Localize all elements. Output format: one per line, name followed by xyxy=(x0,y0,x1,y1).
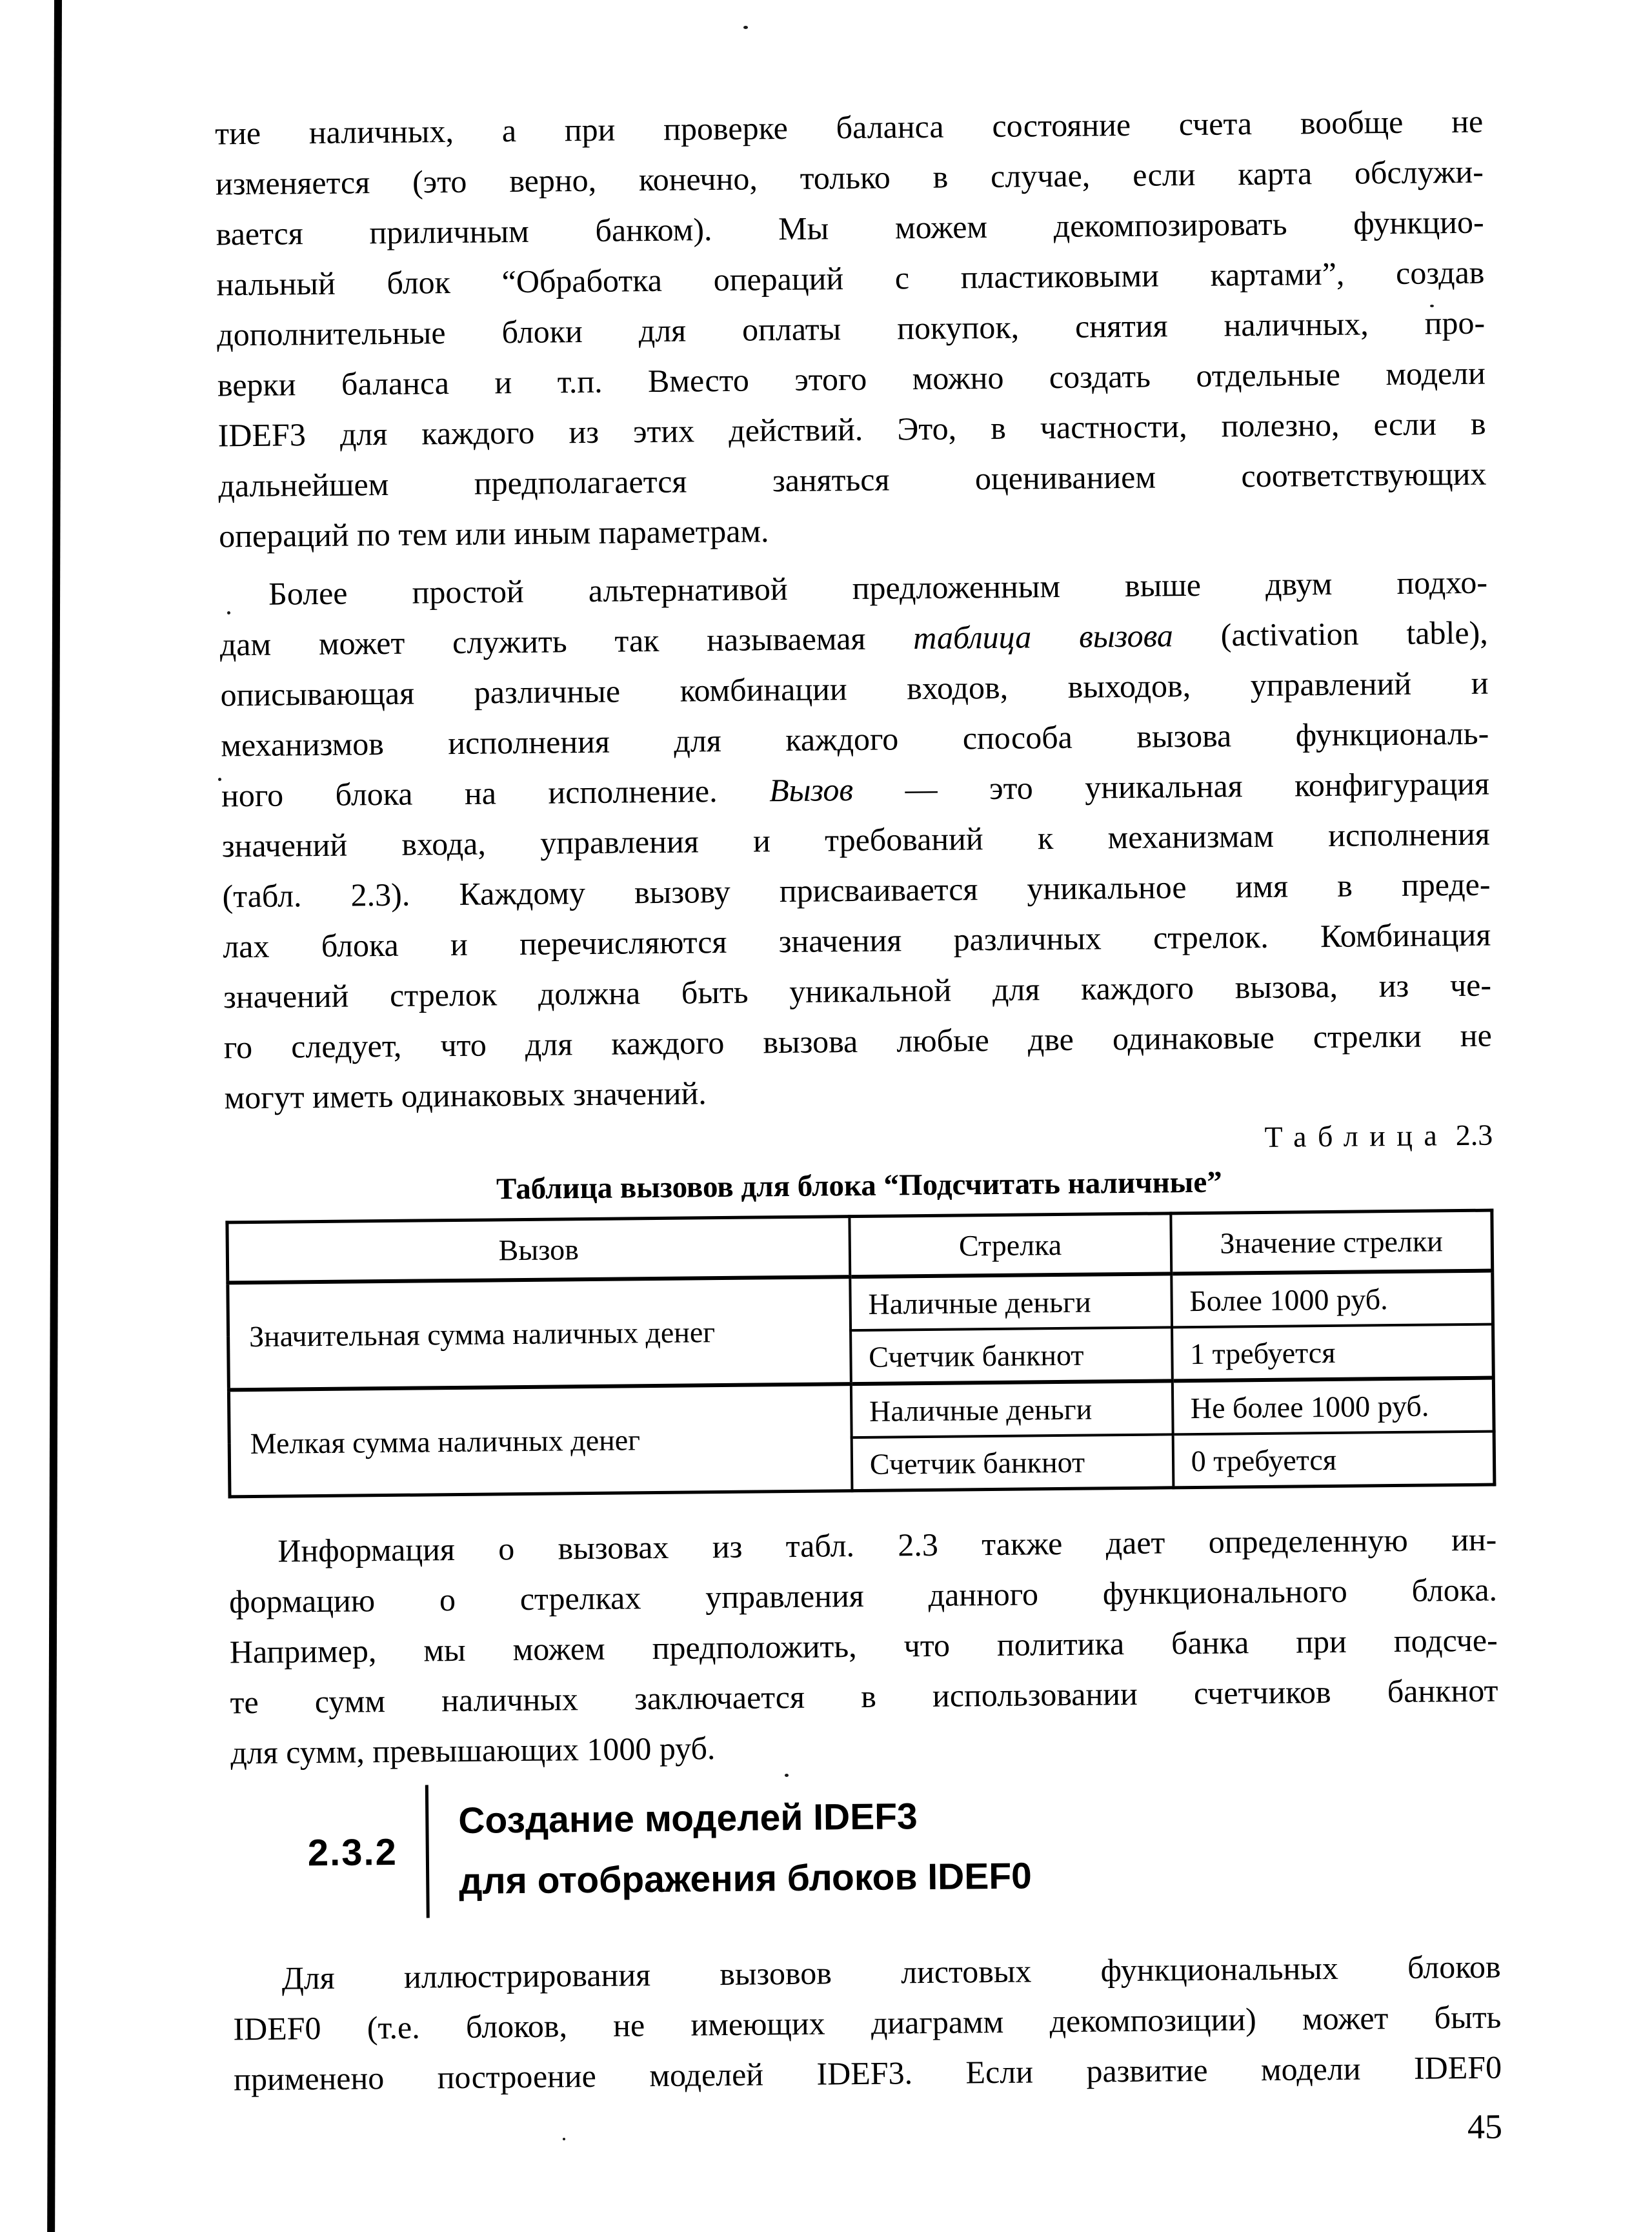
text-segment: го следует, что для каждого вызова любые две одинаковые стрелки не xyxy=(223,1017,1492,1066)
text-segment: ного блока на исполнение. xyxy=(221,772,770,814)
text-segment: могут иметь одинаковых значений. xyxy=(224,1075,707,1116)
text-segment: Например, мы можем предположить, что политика банка при подсче- xyxy=(229,1621,1498,1670)
table-label-number: 2.3 xyxy=(1455,1118,1493,1152)
arrow-cell: Счетчик банкнот xyxy=(851,1327,1173,1384)
paragraph-idef3-intro xyxy=(232,1941,1502,2104)
text-segment: (activation table), xyxy=(1173,614,1489,654)
text-segment: формацию о стрелках управления данного функционального блока. xyxy=(228,1571,1498,1620)
table-header-cell: Значение стрелки xyxy=(1171,1210,1493,1273)
text-segment: дам может служить так называемая xyxy=(219,620,914,663)
table-header-cell: Вызов xyxy=(227,1217,850,1283)
value-cell: Не более 1000 руб. xyxy=(1172,1378,1494,1435)
text-segment: значений входа, управления и требований к механизмам исполнения xyxy=(221,815,1490,864)
table-label-word: Таблица xyxy=(1264,1119,1449,1153)
binding-edge-artifact xyxy=(47,0,62,2232)
text-segment: изменяется (это верно, конечно, только в случае, если карта обслужи- xyxy=(215,153,1484,202)
text-segment: Для иллюстрирования вызовов листовых функциональных блоков xyxy=(281,1948,1501,1996)
scan-speck xyxy=(743,26,748,29)
text-segment: IDEF3 для каждого из этих действий. Это, в частности, полезно, если в xyxy=(217,405,1486,454)
text-segment: значений стрелок должна быть уникальной для каждого вызова, из че- xyxy=(223,966,1492,1015)
text-segment: лах блока и перечисляются значения различных стрелок. Комбинация xyxy=(223,916,1491,965)
text-segment: — это уникальная конфигурация xyxy=(852,765,1490,808)
text-segment: дополнительные блоки для оплаты покупок, снятия наличных, про- xyxy=(216,304,1486,353)
text-segment: операций по тем или иным параметрам. xyxy=(218,512,769,554)
text-segment: тие наличных, а при проверке баланса состояние счета вообще не xyxy=(214,103,1484,152)
section-number: 2.3.2 xyxy=(307,1831,398,1874)
text-segment: те сумм наличных заключается в использовании счетчиков банкнот xyxy=(230,1672,1498,1721)
table-label xyxy=(225,1117,1493,1166)
arrow-cell: Счетчик банкнот xyxy=(851,1434,1173,1490)
italic-phrase: таблица вызова xyxy=(912,617,1174,656)
text-segment: Более простой альтернативой предложенным выше двум подхо- xyxy=(268,563,1488,612)
arrow-cell: Наличные деньги xyxy=(851,1381,1173,1437)
text-segment: применено построение моделей IDEF3. Если развитие модели IDEF0 xyxy=(233,2049,1502,2098)
value-cell: Более 1000 руб. xyxy=(1171,1271,1493,1328)
arrow-cell: Наличные деньги xyxy=(850,1273,1172,1330)
text-segment: дальнейшем предполагается заняться оцениванием соответствующих xyxy=(218,455,1487,504)
section-title xyxy=(428,1785,1032,1912)
paragraph-table-commentary xyxy=(228,1514,1499,1778)
text-segment: вается приличным банком). Мы можем декомпозировать функцио- xyxy=(216,203,1484,252)
text-segment: нальный блок “Обработка операций с пластиковыми картами”, создав xyxy=(216,254,1485,303)
paragraph-activation-table xyxy=(219,557,1493,1123)
call-cell: Мелкая сумма наличных денег xyxy=(228,1384,852,1497)
text-segment: описывающая различные комбинации входов, выходов, управлений и xyxy=(220,664,1489,713)
table-title: Таблица вызовов для блока “Подсчитать наличные” xyxy=(496,1165,1222,1206)
paragraph-continuation xyxy=(215,96,1487,562)
value-cell: 0 требуется xyxy=(1173,1432,1495,1488)
table-body xyxy=(228,1271,1495,1497)
text-segment: для сумм, превышающих 1000 руб. xyxy=(230,1730,716,1771)
italic-phrase: Вызов xyxy=(769,771,854,809)
text-segment: Информация о вызовах из табл. 2.3 также дает определенную ин- xyxy=(277,1521,1497,1569)
value-cell: 1 требуется xyxy=(1172,1324,1494,1381)
text-segment: механизмов исполнения для каждого способа вызова функциональ- xyxy=(221,715,1489,764)
text-segment: IDEF0 (т.е. блоков, не имеющих диаграмм декомпозиции) может быть xyxy=(233,1998,1502,2047)
call-cell: Значительная сумма наличных денег xyxy=(228,1277,851,1390)
section-heading xyxy=(231,1775,1500,1920)
section-title-line: для отображения блоков IDEF0 xyxy=(458,1855,1032,1902)
text-segment: верки баланса и т.п. Вместо этого можно создать отдельные модели xyxy=(217,354,1486,403)
page-content xyxy=(215,96,1502,2159)
activation-table xyxy=(225,1209,1496,1499)
section-title-line: Создание моделей IDEF3 xyxy=(458,1796,918,1841)
table-header-cell: Стрелка xyxy=(849,1213,1171,1277)
text-segment: (табл. 2.3). Каждому вызову присваивается уникальное имя в преде- xyxy=(222,866,1491,915)
page-number: 45 xyxy=(1467,2107,1503,2146)
